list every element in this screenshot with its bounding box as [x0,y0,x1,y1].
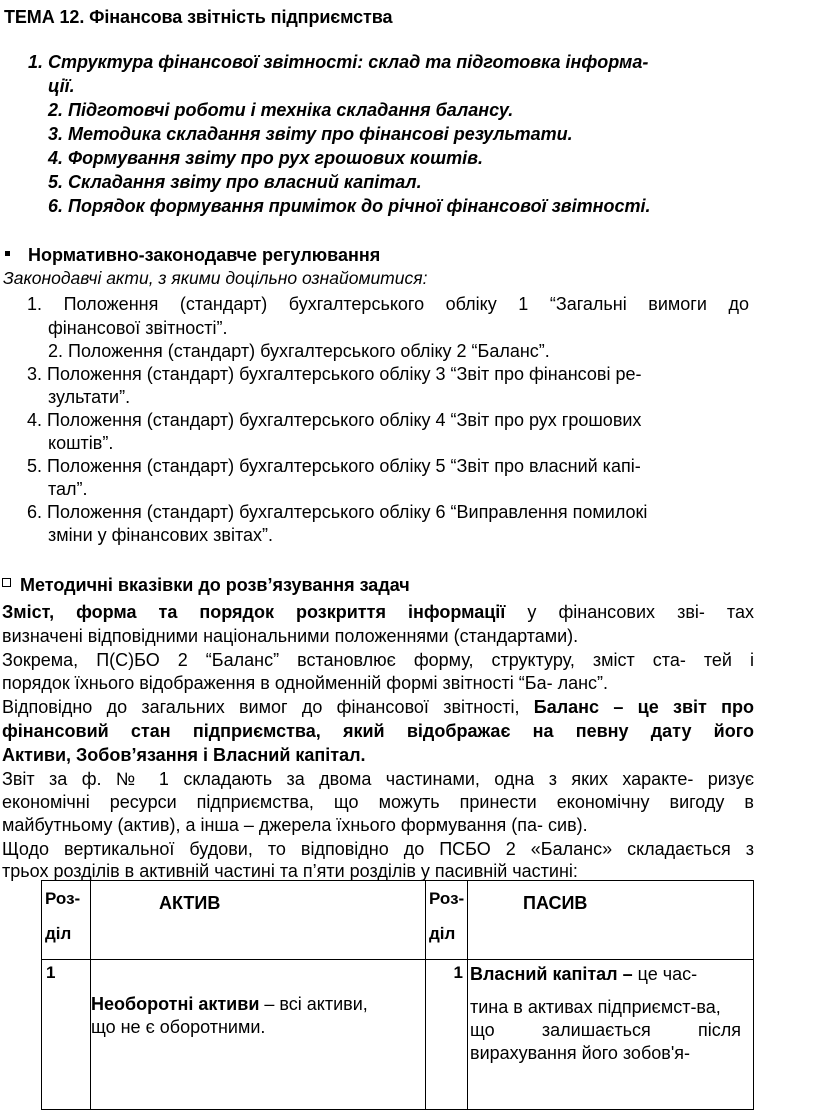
methods-heading: Методичні вказівки до розв’язування задач [2,575,410,596]
table-row [42,960,754,1110]
header-section-label-cont: діл [45,924,72,943]
methods-p3-line-1: Відповідно до загальних вимог до фінансової звітності, Баланс – це звіт про [2,697,754,717]
question-6: 6. Порядок формування приміток до річної фінансової звітності. [48,196,651,216]
regulation-line-5: 5. Положення (стандарт) бухгалтерського обліку 5 “Звіт про власний капі- [27,456,641,476]
page-title: ТЕМА 12. Фінансова звітність підприємства [4,7,393,27]
header-section2-cell [426,881,468,960]
header-passive-cell [468,881,754,960]
question-1-cont: ції. [48,76,75,96]
regulation-line-5-cont: тал”. [48,479,88,499]
methods-p4-line-3: майбутньому (актив), а інша – джерела їхнього формування (па- сив). [2,815,588,835]
balance-table [41,880,754,1110]
row-1-section2-number: 1 [453,963,463,982]
regulation-line-6: 6. Положення (стандарт) бухгалтерського обліку 6 “Виправлення помилокі [27,502,648,522]
row-1-section2-cell [426,960,468,1110]
regulation-line-6-cont: зміни у фінансових звітах”. [48,525,274,545]
header-section-cell [42,881,91,960]
question-5: 5. Складання звіту про власний капітал. [48,172,422,192]
header-section2-label-cont: діл [429,924,456,943]
methods-p5-line-2: трьох розділів в активній частині та п’яти розділів у пасивній частині: [2,861,578,881]
question-2: 2. Підготовчі роботи і техніка складання балансу. [48,100,514,120]
methods-p1-line-1: Зміст, форма та порядок розкриття інформації у фінансових зві- тах [2,602,754,622]
bullet-icon [5,251,10,256]
header-section2-label: Роз- [429,889,465,908]
row-1-passive-text: Власний капітал – це час- тина в активах підприємст-ва, що залишається після вирахування його зобов'я- [470,964,741,1063]
regulation-heading: Нормативно-законодавче регулювання [5,245,380,266]
checkbox-square-icon [2,578,11,587]
regulation-line-4-cont: коштів”. [48,433,114,453]
question-4: 4. Формування звіту про рух грошових коштів. [48,148,483,168]
methods-p4-line-2: економічні ресурси підприємства, що можуть принести економічну вигоду в [2,792,754,812]
methods-p5-line-1: Щодо вертикальної будови, то відповідно до ПСБО 2 «Баланс» складається з [2,839,754,859]
regulation-line-3: 3. Положення (стандарт) бухгалтерського обліку 3 “Звіт про фінансові ре- [27,364,642,384]
methods-p2-line-1: Зокрема, П(С)БО 2 “Баланс” встановлює форму, структуру, зміст ста- тей і [2,650,754,670]
row-1-active-text: Необоротні активи – всі активи, що не є оборотними. [91,994,368,1037]
regulation-line-4: 4. Положення (стандарт) бухгалтерського обліку 4 “Звіт про рух грошових [27,410,642,430]
regulation-line-1: 1. Положення (стандарт) бухгалтерського обліку 1 “Загальні вимоги до [27,294,749,314]
regulation-intro: Законодавчі акти, з якими доцільно ознайомитися: [3,268,428,288]
methods-p1-line-2: визначені відповідними національними положеннями (стандартами). [2,626,579,646]
row-1-passive-cell [468,960,754,1110]
regulation-line-2: 2. Положення (стандарт) бухгалтерського обліку 2 “Баланс”. [48,341,550,361]
methods-p2-line-2: порядок їхнього відображення в однойменній формі звітності “Ба- ланс”. [2,673,609,693]
regulation-line-1-cont: фінансової звітності”. [48,318,228,338]
header-section-label: Роз- [45,889,81,908]
header-passive-title: ПАСИВ [523,893,588,913]
row-1-section-number: 1 [46,963,56,982]
header-active-title: АКТИВ [159,893,221,913]
methods-p3-line-2: фінансовий стан підприємства, який відображає на певну дату його [2,721,754,741]
regulation-line-3-cont: зультати”. [48,387,131,407]
row-1-section-cell [42,960,91,1110]
question-1: 1. Структура фінансової звітності: склад та підготовка інформа- [28,52,649,72]
question-3: 3. Методика складання звіту про фінансові результати. [48,124,573,144]
row-1-active-cell [91,960,426,1110]
table-header-row [42,881,754,960]
header-active-cell [91,881,426,960]
methods-p3-line-3: Активи, Зобов’язання і Власний капітал. [2,745,366,765]
methods-p4-line-1: Звіт за ф. № 1 складають за двома частинами, одна з яких характе- ризує [2,769,754,789]
